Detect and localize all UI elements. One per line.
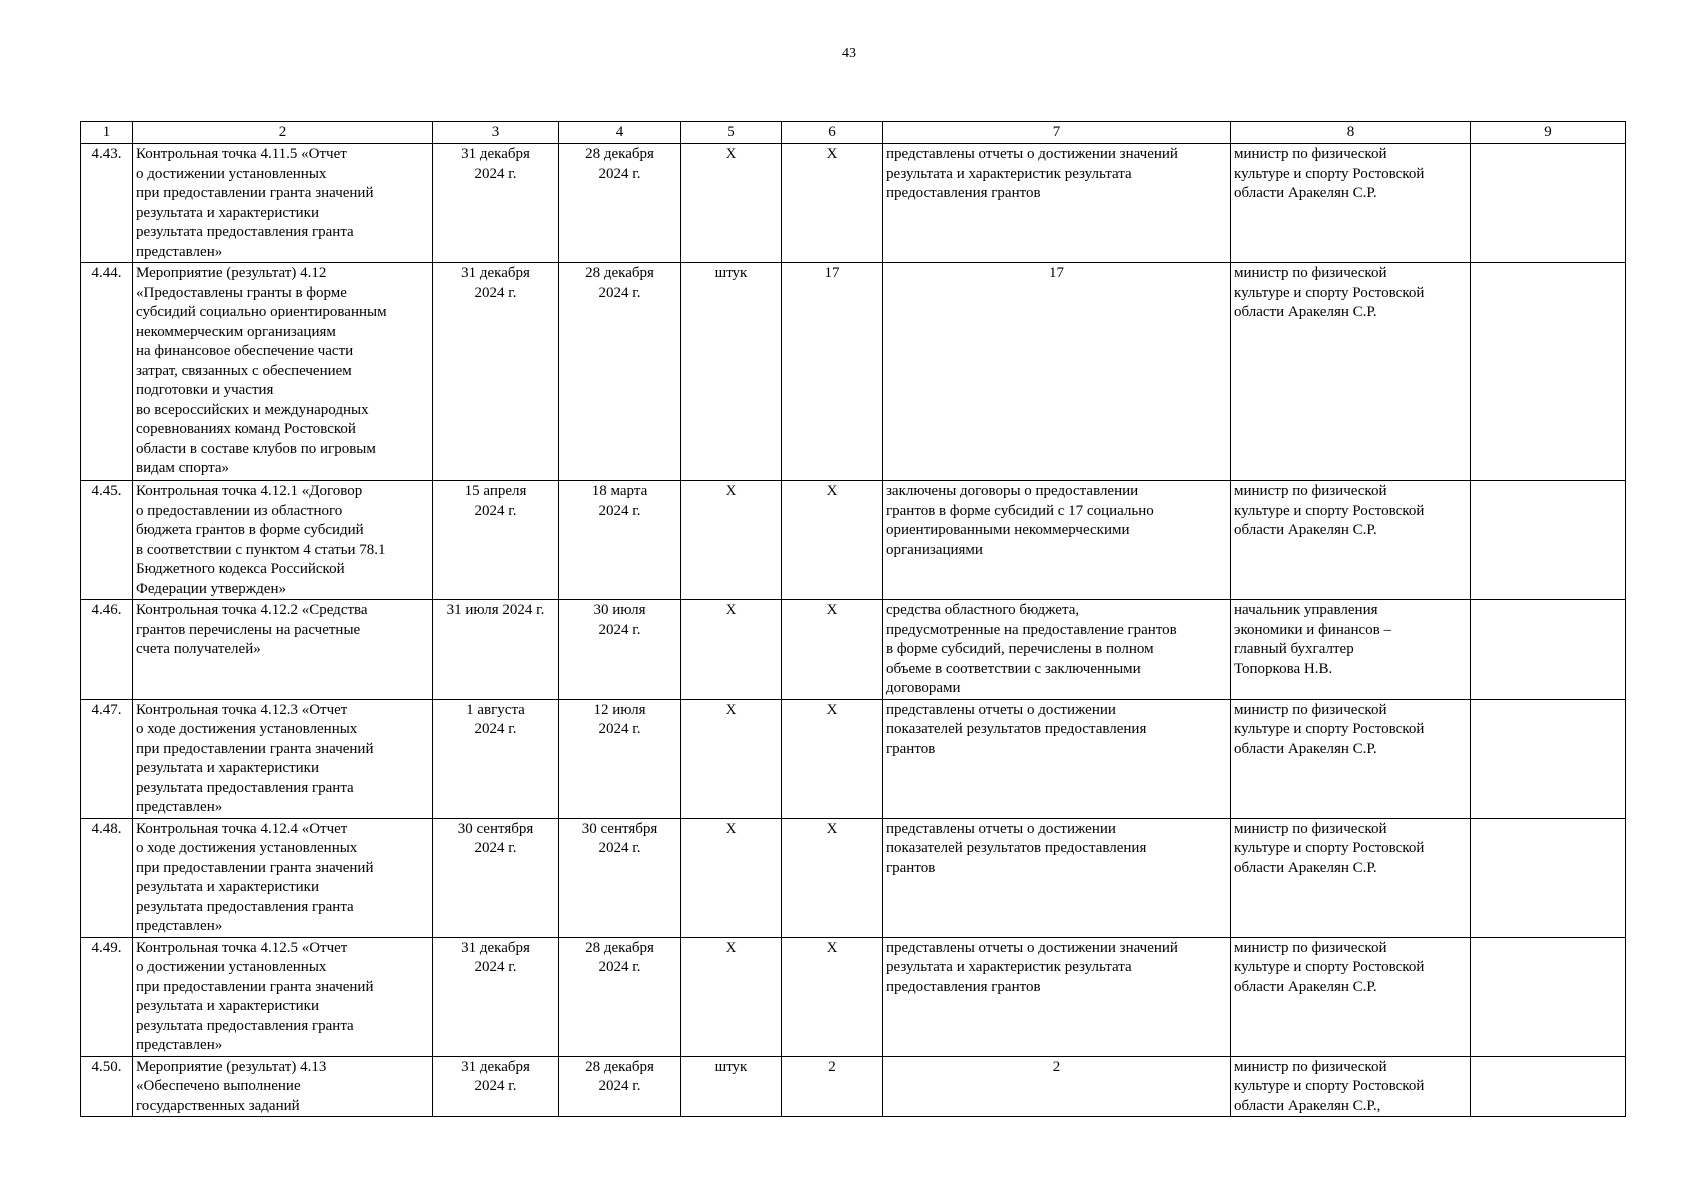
table-row [81, 263, 1626, 481]
unit-cell: Х [681, 481, 782, 600]
row-title: Мероприятие (результат) 4.12 «Предоставлены гранты в форме субсидий социально ориентированным некоммерческим организациям на финансовое обеспечение части затрат, связанных с обеспечением подготовки и участия во всероссийских и международных соревнованиях команд Ростовской области в составе клубов по игровым видам спорта» [133, 263, 433, 481]
unit-cell: штук [681, 263, 782, 481]
row-number: 4.45. [81, 481, 133, 600]
page-number: 43 [842, 46, 856, 61]
unit-cell: Х [681, 818, 782, 937]
column-header: 9 [1471, 122, 1626, 144]
row-title: Контрольная точка 4.12.5 «Отчет о достижении установленных при предоставлении гранта значений результата и характеристики результата предоставления гранта представлен» [133, 937, 433, 1056]
row-title: Контрольная точка 4.12.3 «Отчет о ходе достижения установленных при предоставлении гранта значений результата и характеристики результата предоставления гранта представлен» [133, 699, 433, 818]
responsible-cell: министр по физической культуре и спорту Ростовской области Аракелян С.Р. [1231, 263, 1471, 481]
table-row [81, 481, 1626, 600]
row-number: 4.50. [81, 1056, 133, 1117]
column-header: 3 [433, 122, 559, 144]
table-row [81, 144, 1626, 263]
actual-date: 28 декабря 2024 г. [559, 144, 681, 263]
planned-date: 30 сентября 2024 г. [433, 818, 559, 937]
unit-cell: Х [681, 144, 782, 263]
value-cell: 2 [782, 1056, 883, 1117]
column-header: 1 [81, 122, 133, 144]
result-cell: представлены отчеты о достижении показателей результатов предоставления грантов [883, 699, 1231, 818]
planned-date: 31 декабря 2024 г. [433, 1056, 559, 1117]
note-cell [1471, 481, 1626, 600]
planned-date: 15 апреля 2024 г. [433, 481, 559, 600]
value-cell: Х [782, 144, 883, 263]
row-title: Мероприятие (результат) 4.13 «Обеспечено выполнение государственных заданий [133, 1056, 433, 1117]
column-header: 7 [883, 122, 1231, 144]
responsible-cell: министр по физической культуре и спорту Ростовской области Аракелян С.Р. [1231, 144, 1471, 263]
column-header: 8 [1231, 122, 1471, 144]
note-cell [1471, 937, 1626, 1056]
actual-date: 30 сентября 2024 г. [559, 818, 681, 937]
column-header: 5 [681, 122, 782, 144]
value-cell: Х [782, 600, 883, 700]
row-title: Контрольная точка 4.12.2 «Средства грантов перечислены на расчетные счета получателей» [133, 600, 433, 700]
responsible-cell: министр по физической культуре и спорту Ростовской области Аракелян С.Р. [1231, 699, 1471, 818]
result-cell: представлены отчеты о достижении показателей результатов предоставления грантов [883, 818, 1231, 937]
row-title: Контрольная точка 4.12.4 «Отчет о ходе достижения установленных при предоставлении гранта значений результата и характеристики результата предоставления гранта представлен» [133, 818, 433, 937]
table-row [81, 1056, 1626, 1117]
column-header: 4 [559, 122, 681, 144]
value-cell: Х [782, 937, 883, 1056]
actual-date: 28 декабря 2024 г. [559, 1056, 681, 1117]
note-cell [1471, 263, 1626, 481]
unit-cell: Х [681, 699, 782, 818]
table-row [81, 937, 1626, 1056]
planned-date: 31 июля 2024 г. [433, 600, 559, 700]
result-cell: заключены договоры о предоставлении грантов в форме субсидий с 17 социально ориентированными некоммерческими организациями [883, 481, 1231, 600]
actual-date: 28 декабря 2024 г. [559, 263, 681, 481]
table-row [81, 600, 1626, 700]
note-cell [1471, 1056, 1626, 1117]
table-header-row [81, 122, 1626, 144]
note-cell [1471, 144, 1626, 263]
responsible-cell: начальник управления экономики и финансов – главный бухгалтер Топоркова Н.В. [1231, 600, 1471, 700]
row-number: 4.47. [81, 699, 133, 818]
note-cell [1471, 818, 1626, 937]
responsible-cell: министр по физической культуре и спорту Ростовской области Аракелян С.Р. [1231, 481, 1471, 600]
value-cell: Х [782, 818, 883, 937]
unit-cell: Х [681, 937, 782, 1056]
note-cell [1471, 699, 1626, 818]
result-cell: средства областного бюджета, предусмотренные на предоставление грантов в форме субсидий, перечислены в полном объеме в соответствии с заключенными договорами [883, 600, 1231, 700]
planned-date: 1 августа 2024 г. [433, 699, 559, 818]
responsible-cell: министр по физической культуре и спорту Ростовской области Аракелян С.Р. [1231, 818, 1471, 937]
actual-date: 12 июля 2024 г. [559, 699, 681, 818]
unit-cell: Х [681, 600, 782, 700]
row-number: 4.48. [81, 818, 133, 937]
responsible-cell: министр по физической культуре и спорту Ростовской области Аракелян С.Р., [1231, 1056, 1471, 1117]
row-number: 4.46. [81, 600, 133, 700]
column-header: 2 [133, 122, 433, 144]
value-cell: Х [782, 699, 883, 818]
actual-date: 28 декабря 2024 г. [559, 937, 681, 1056]
planned-date: 31 декабря 2024 г. [433, 144, 559, 263]
planned-date: 31 декабря 2024 г. [433, 937, 559, 1056]
value-cell: 17 [782, 263, 883, 481]
column-header: 6 [782, 122, 883, 144]
row-number: 4.43. [81, 144, 133, 263]
responsible-cell: министр по физической культуре и спорту Ростовской области Аракелян С.Р. [1231, 937, 1471, 1056]
planned-date: 31 декабря 2024 г. [433, 263, 559, 481]
row-number: 4.49. [81, 937, 133, 1056]
row-number: 4.44. [81, 263, 133, 481]
value-cell: Х [782, 481, 883, 600]
result-cell: 17 [883, 263, 1231, 481]
note-cell [1471, 600, 1626, 700]
report-table [80, 121, 1626, 1117]
unit-cell: штук [681, 1056, 782, 1117]
result-cell: представлены отчеты о достижении значений результата и характеристик результата предоставления грантов [883, 937, 1231, 1056]
result-cell: представлены отчеты о достижении значений результата и характеристик результата предоставления грантов [883, 144, 1231, 263]
row-title: Контрольная точка 4.11.5 «Отчет о достижении установленных при предоставлении гранта значений результата и характеристики результата предоставления гранта представлен» [133, 144, 433, 263]
actual-date: 18 марта 2024 г. [559, 481, 681, 600]
table-row [81, 699, 1626, 818]
result-cell: 2 [883, 1056, 1231, 1117]
row-title: Контрольная точка 4.12.1 «Договор о предоставлении из областного бюджета грантов в форме субсидий в соответствии с пунктом 4 статьи 78.1 Бюджетного кодекса Российской Федерации утвержден» [133, 481, 433, 600]
actual-date: 30 июля 2024 г. [559, 600, 681, 700]
table-row [81, 818, 1626, 937]
